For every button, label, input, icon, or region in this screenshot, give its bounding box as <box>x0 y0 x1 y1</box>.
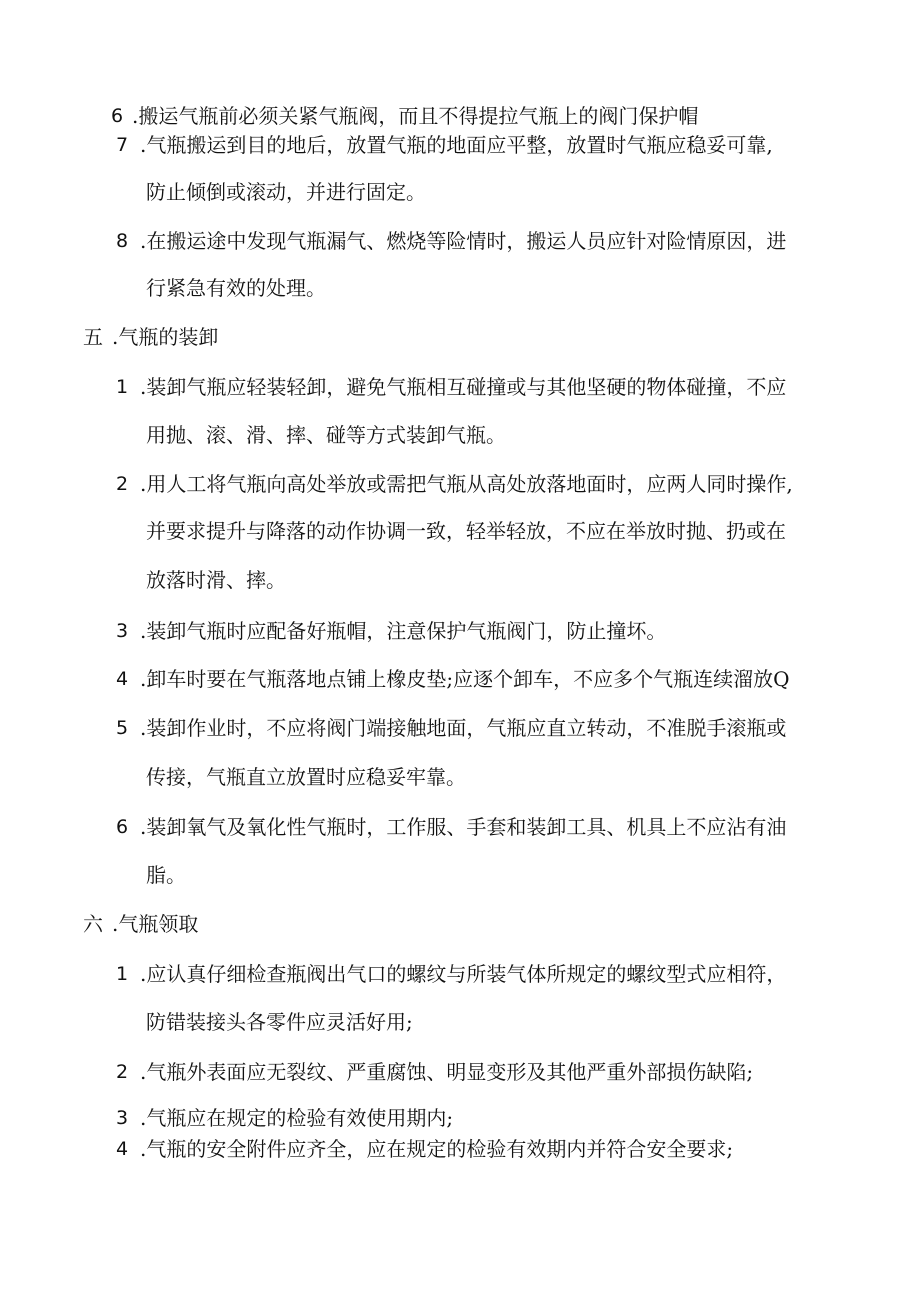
item-text: .气瓶的安全附件应齐全，应在规定的检验有效期内并符合安全要求; <box>140 1137 734 1161</box>
item-text: .装卸氧气及氧化性气瓶时，工作服、手套和装卸工具、机具上不应沾有油 <box>140 815 787 839</box>
item-number: 6 <box>111 105 124 127</box>
item-continuation: 用抛、滚、滑、摔、碰等方式装卸气瓶。 <box>146 423 506 447</box>
item-text: .用人工将气瓶向高处举放或需把气瓶从高处放落地面时，应两人同时操作, <box>140 472 793 496</box>
item-text: .装卸气瓶应轻装轻卸，避免气瓶相互碰撞或与其他坚硬的物体碰撞，不应 <box>140 375 787 399</box>
item-text: .应认真仔细检查瓶阀出气口的螺纹与所装气体所规定的螺纹型式应相符， <box>140 962 787 986</box>
item-text: .气瓶搬运到目的地后，放置气瓶的地面应平整，放置时气瓶应稳妥可靠, <box>140 133 773 157</box>
item-number: 3 <box>116 1107 129 1129</box>
item-continuation: 防止倾倒或滚动，并进行固定。 <box>146 180 426 204</box>
section-title: .气瓶领取 <box>112 912 199 936</box>
item-number: 4 <box>116 1138 129 1160</box>
section-number: 五 <box>83 325 103 349</box>
item-number: 1 <box>116 376 129 398</box>
item-text: .搬运气瓶前必须关紧气瓶阀，而且不得提拉气瓶上的阀门保护帽 <box>132 104 699 128</box>
item-text: .在搬运途中发现气瓶漏气、燃烧等险情时，搬运人员应针对险情原因，进 <box>140 229 787 253</box>
item-continuation: 行紧急有效的处理。 <box>146 276 326 300</box>
item-text: .气瓶应在规定的检验有效使用期内; <box>140 1106 454 1130</box>
item-continuation: 防错装接头各零件应灵活好用; <box>146 1010 413 1034</box>
item-text: .卸车时要在气瓶落地点铺上橡皮垫;应逐个卸车，不应多个气瓶连续溜放Q <box>140 667 790 691</box>
item-continuation: 脂。 <box>146 863 186 887</box>
item-number: 1 <box>116 963 129 985</box>
item-number: 5 <box>116 717 129 739</box>
item-number: 7 <box>116 134 129 156</box>
section-title: .气瓶的装卸 <box>112 325 219 349</box>
section-number: 六 <box>83 912 103 936</box>
item-number: 4 <box>116 668 129 690</box>
item-continuation: 放落时滑、摔。 <box>146 568 286 592</box>
item-text: .装卸作业时，不应将阀门端接触地面，气瓶应直立转动，不准脱手滚瓶或 <box>140 716 787 740</box>
item-text: .气瓶外表面应无裂纹、严重腐蚀、明显变形及其他严重外部损伤缺陷; <box>140 1060 754 1084</box>
item-number: 8 <box>116 230 129 252</box>
item-continuation: 并要求提升与降落的动作协调一致，轻举轻放，不应在举放时抛、扔或在 <box>146 519 786 543</box>
item-text: .装卸气瓶时应配备好瓶帽，注意保护气瓶阀门，防止撞坏。 <box>140 619 667 643</box>
item-continuation: 传接，气瓶直立放置时应稳妥牢靠。 <box>146 765 466 789</box>
item-number: 3 <box>116 620 129 642</box>
item-number: 2 <box>116 473 129 495</box>
item-number: 2 <box>116 1061 129 1083</box>
item-number: 6 <box>116 816 129 838</box>
